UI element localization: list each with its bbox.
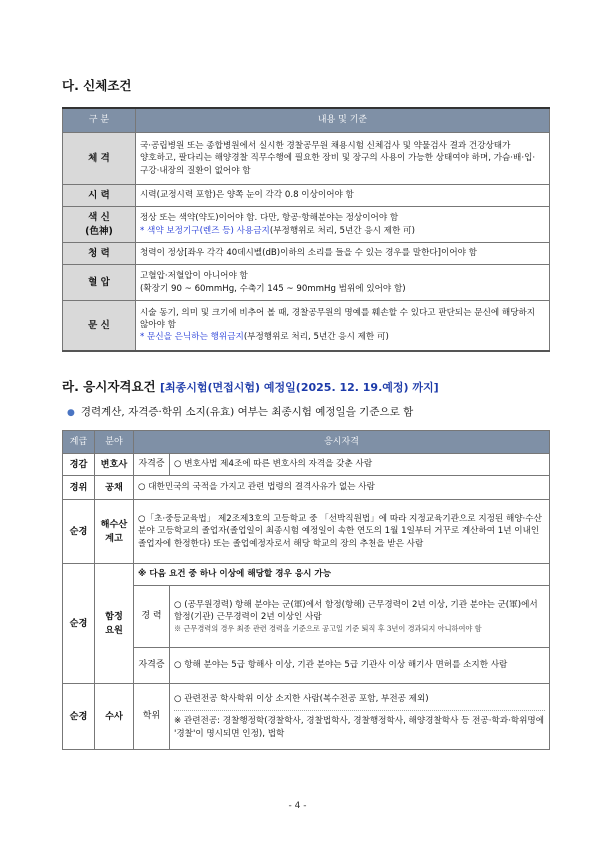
subfield-cell: 경 력 — [134, 586, 170, 648]
row-category: 문 신 — [63, 301, 136, 351]
table-header-row — [63, 108, 550, 133]
row-category-hanja: (色神) — [85, 225, 113, 237]
eligibility-table — [62, 430, 550, 750]
field-line-2: 계고 — [105, 532, 123, 544]
career-text: ○ (공무원경력) 항해 분야는 군(軍)에서 함정(항해) 근무경력이 2년 이상, 기관 분야는 군(軍)에서 함정(기관) 근무경력이 2년 이상인 사람 — [174, 599, 538, 622]
field-cell: 변호사 — [95, 454, 134, 476]
table-row — [63, 243, 550, 265]
table-row — [63, 476, 550, 500]
col-header-grade: 계급 — [63, 431, 95, 454]
field-cell: 공채 — [95, 476, 134, 500]
grade-cell: 경감 — [63, 454, 95, 476]
qualification-cell — [170, 586, 550, 648]
row-content: 시력(교정시력 포함)은 양쪽 눈이 각각 0.8 이상이어야 함 — [136, 185, 550, 207]
row-content-note — [140, 331, 545, 343]
table-header-row — [63, 431, 550, 454]
row-content-text: 고혈압·저혈압이 아니어야 함 — [140, 271, 248, 282]
qualification-cell: ○ 변호사법 제4조에 따른 변호사의 자격을 갖춘 사람 — [170, 454, 550, 476]
section-heading-deadline: [최종시험(면접시험) 예정일(2025. 12. 19.예정) 까지] — [160, 381, 439, 394]
qualification-cell: ○ 대한민국의 국적을 가지고 관련 법령의 결격사유가 없는 사람 — [134, 476, 550, 500]
field-cell — [95, 564, 134, 684]
table-row — [63, 684, 550, 750]
row-content — [136, 265, 550, 301]
row-category: 체 격 — [63, 133, 136, 185]
grade-cell: 경위 — [63, 476, 95, 500]
bullet-text: 경력계산, 자격증·학위 소지(유효) 여부는 최종시험 예정일을 기준으로 함 — [80, 406, 414, 418]
section-heading-label: 다. 신체조건 — [62, 78, 132, 93]
table-row — [63, 133, 550, 185]
qualification-cell — [170, 684, 550, 750]
row-content-text: 정상 또는 색약(약도)이어야 함. 다만, 항공·항해분야는 정상이어야 함 — [140, 213, 399, 224]
col-header-qualification: 응시자격 — [134, 431, 550, 454]
col-header-content: 내용 및 기준 — [136, 108, 550, 133]
career-note: ※ 근무경력의 경우 최종 관련 경력을 기준으로 공고일 기준 퇴직 후 3년이 경과되지 아니하여야 함 — [174, 623, 482, 633]
degree-text: ○ 관련전공 학사학위 이상 소지한 사람(복수전공 포함, 부전공 제외) — [174, 693, 545, 711]
row-category — [63, 207, 136, 243]
subfield-cell: 자격증 — [134, 454, 170, 476]
field-cell: 수사 — [95, 684, 134, 750]
col-header-field: 분야 — [95, 431, 134, 454]
table-row — [63, 586, 550, 648]
table-row — [63, 207, 550, 243]
grade-cell: 순경 — [63, 500, 95, 564]
section-heading-physical — [62, 76, 131, 94]
row-category-main: 색 신 — [88, 212, 110, 224]
note-penalty: (부정행위로 처리, 5년간 응시 제한 可) — [269, 225, 415, 236]
table-row — [63, 564, 550, 586]
note-warning: * 색약 보정기구(렌즈 등) 사용금지 — [140, 225, 270, 236]
section-heading-label: 라. 응시자격요건 — [62, 379, 156, 394]
physical-requirements-table — [62, 107, 550, 352]
row-category: 시 력 — [63, 185, 136, 207]
row-content — [136, 301, 550, 351]
field-line-1: 해수산 — [100, 519, 128, 531]
row-category: 혈 압 — [63, 265, 136, 301]
col-header-category: 구 분 — [63, 108, 136, 133]
row-content-range: (확장기 90 ~ 60mmHg, 수축기 145 ~ 90mmHg 범위에 있어야 함) — [140, 283, 406, 294]
bullet-note — [67, 404, 413, 419]
table-row — [63, 185, 550, 207]
page-number: - 4 - — [288, 801, 307, 811]
table-row — [63, 301, 550, 351]
row-content — [136, 207, 550, 243]
section-heading-eligibility — [62, 377, 439, 395]
row-category: 청 력 — [63, 243, 136, 265]
note-warning: * 문신을 은닉하는 행위금지 — [140, 332, 244, 343]
table-row — [63, 648, 550, 684]
qualification-cell: ○「초·중등교육법」 제2조제3호의 고등학교 중 「선박직원법」에 따라 지정교육기관으로 지정된 해양·수산 분야 고등학교의 졸업자(졸업일이 최종시험 예정일이 속한 연도의 1월 1일부터 거꾸로 계산하여 1년 이내인 졸업자에 한정한다) 또는 졸업예정자로서 해당 학교의 장의 추천을 받은 사람 — [134, 500, 550, 564]
requirement-header: ※ 다음 요건 중 하나 이상에 해당할 경우 응시 가능 — [134, 564, 550, 586]
grade-cell: 순경 — [63, 684, 95, 750]
field-line-2: 요원 — [105, 624, 123, 636]
row-content-text: 시술 동기, 의미 및 크기에 비추어 볼 때, 경찰공무원의 명예를 훼손할 수 있다고 판단되는 문신에 해당하지 않아야 함 — [140, 307, 536, 331]
field-cell — [95, 500, 134, 564]
table-row — [63, 265, 550, 301]
degree-note: ※ 관련전공: 경찰행정학(경찰학사, 경찰법학사, 경찰행정학사, 해양경찰학사 등 전공·학과·학위명에 '경찰'이 명시되면 인정), 법학 — [174, 716, 544, 739]
bullet-icon: ● — [67, 408, 75, 418]
row-content: 청력이 정상[좌우 각각 40데시벨(dB)이하의 소리를 들을 수 있는 경우를 말한다]이어야 함 — [136, 243, 550, 265]
subfield-cell: 자격증 — [134, 648, 170, 684]
qualification-cell: ○ 항해 분야는 5급 항해사 이상, 기관 분야는 5급 기관사 이상 해기사 면허를 소지한 사람 — [170, 648, 550, 684]
field-line-1: 함정 — [105, 611, 123, 623]
grade-cell: 순경 — [63, 564, 95, 684]
row-content: 국·공립병원 또는 종합병원에서 실시한 경찰공무원 채용시험 신체검사 및 약물검사 결과 건강상태가 양호하고, 팔다리는 해양경찰 직무수행에 필요한 장비 및 장구의 사용이 가능한 상태여야 하며, 가슴·배·입·구강·내장의 질환이 없어야 함 — [136, 133, 550, 185]
row-content-note — [140, 225, 545, 237]
table-row — [63, 500, 550, 564]
subfield-cell: 학위 — [134, 684, 170, 750]
note-penalty: (부정행위로 처리, 5년간 응시 제한 可) — [243, 332, 389, 343]
table-row — [63, 454, 550, 476]
